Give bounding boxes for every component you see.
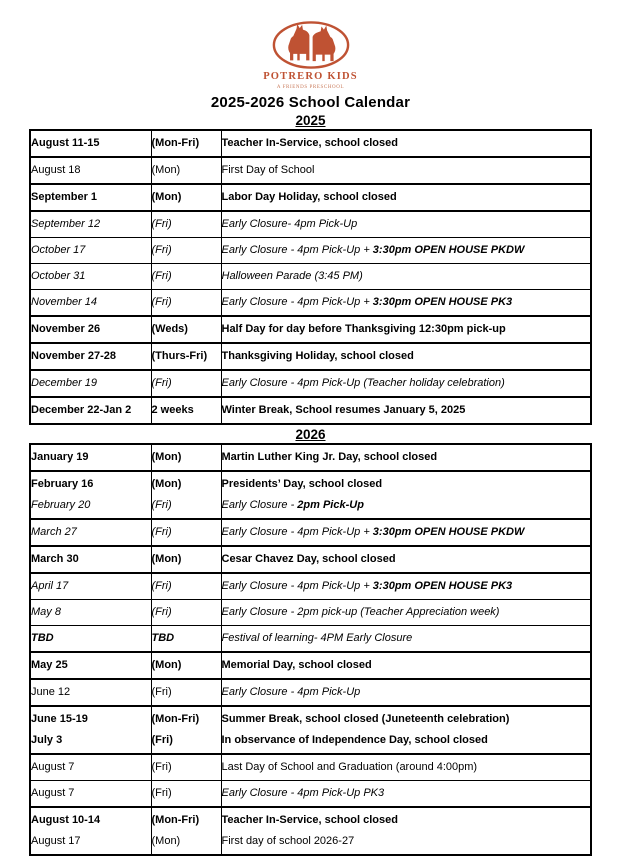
event-desc-cell — [221, 397, 591, 424]
event-day-text: (Mon) — [151, 190, 182, 203]
event-date-text: June 15-19 — [31, 712, 88, 725]
event-date-text: November 26 — [31, 322, 101, 335]
event-date-text: February 16 — [31, 477, 94, 490]
event-desc-cell — [221, 263, 591, 289]
event-day-text: (Fri) — [151, 376, 172, 389]
calendar-row — [30, 679, 591, 706]
event-date-text: February 20 — [31, 498, 91, 511]
event-date-text: May 8 — [31, 605, 61, 618]
event-day-cell — [151, 370, 221, 397]
event-date-cell — [30, 780, 151, 807]
calendar-row — [30, 184, 591, 211]
logo-name: POTRERO KIDS — [263, 71, 358, 82]
event-day-text: (Mon) — [151, 658, 182, 671]
event-date-text: May 25 — [31, 658, 68, 671]
event-day-text: (Fri) — [151, 269, 172, 282]
event-date-cell — [30, 471, 151, 519]
event-date-cell — [30, 807, 151, 855]
event-date-text: November 14 — [31, 295, 98, 308]
calendar-row — [30, 519, 591, 546]
event-date-text: September 1 — [31, 190, 98, 203]
event-date-cell — [30, 211, 151, 238]
event-day-text: (Mon) — [151, 450, 182, 463]
event-date-cell — [30, 130, 151, 157]
calendar-row — [30, 130, 591, 157]
event-day-cell — [151, 343, 221, 370]
calendar-row — [30, 157, 591, 184]
calendar-row — [30, 625, 591, 652]
event-desc-text: Festival of learning- 4PM Early Closure — [221, 631, 413, 644]
event-desc-text: Thanksgiving Holiday, school closed — [221, 349, 414, 362]
event-date-text: March 30 — [31, 552, 79, 565]
event-desc-cell — [221, 157, 591, 184]
event-desc-cell — [221, 807, 591, 855]
calendar-row — [30, 780, 591, 807]
event-date-cell — [30, 237, 151, 263]
calendar-row — [30, 263, 591, 289]
event-day-text: (Fri) — [151, 733, 173, 746]
event-desc-cell — [221, 130, 591, 157]
event-desc-cell — [221, 211, 591, 238]
event-desc-text: Early Closure - 4pm Pick-Up (Teacher holiday celebration) — [221, 376, 505, 389]
event-desc-text: Cesar Chavez Day, school closed — [221, 552, 396, 565]
event-day-cell — [151, 184, 221, 211]
event-desc-text: Halloween Parade (3:45 PM) — [221, 269, 363, 282]
event-desc-cell — [221, 471, 591, 519]
event-desc-cell — [221, 289, 591, 316]
event-desc-text: Half Day for day before Thanksgiving 12:30pm pick-up — [221, 322, 506, 335]
event-date-text: TBD — [31, 631, 54, 644]
year-2026-heading: 2026 — [295, 426, 326, 442]
event-desc-cell — [221, 754, 591, 781]
event-desc-cell — [221, 599, 591, 625]
event-desc-cell — [221, 343, 591, 370]
event-date-text: June 12 — [31, 685, 71, 698]
event-date-text: August 10-14 — [31, 813, 101, 826]
event-desc-text: Memorial Day, school closed — [221, 658, 372, 671]
event-desc-text: Summer Break, school closed (Juneteenth celebration) — [221, 712, 510, 725]
event-date-text: March 27 — [31, 525, 77, 538]
event-desc-text: Teacher In-Service, school closed — [221, 813, 398, 826]
event-day-cell — [151, 652, 221, 679]
event-day-text: (Mon) — [151, 163, 181, 176]
calendar-row — [30, 444, 591, 471]
event-day-cell — [151, 807, 221, 855]
event-day-text: (Mon) — [151, 477, 182, 490]
event-day-text: (Mon) — [151, 834, 181, 847]
event-date-cell — [30, 679, 151, 706]
event-desc-cell — [221, 679, 591, 706]
potrero-kids-logo — [0, 0, 621, 90]
event-day-text: (Mon-Fri) — [151, 712, 200, 725]
event-date-text: August 7 — [31, 786, 75, 799]
calendar-row — [30, 706, 591, 754]
event-desc-text: Early Closure - 2pm Pick-Up — [221, 498, 364, 511]
event-day-text: (Fri) — [151, 760, 172, 773]
event-day-cell — [151, 263, 221, 289]
event-desc-text: Winter Break, School resumes January 5, 2025 — [221, 403, 466, 416]
event-date-text: April 17 — [31, 579, 69, 592]
event-date-cell — [30, 444, 151, 471]
event-day-text: 2 weeks — [151, 403, 194, 416]
event-date-text: August 11-15 — [31, 136, 100, 149]
logo-tagline: A FRIENDS PRESCHOOL — [276, 84, 345, 90]
event-date-text: January 19 — [31, 450, 89, 463]
event-date-cell — [30, 397, 151, 424]
event-day-text: (Weds) — [151, 322, 188, 335]
event-date-text: August 17 — [31, 834, 81, 847]
event-day-cell — [151, 546, 221, 573]
event-desc-text: Early Closure- 4pm Pick-Up — [221, 217, 358, 230]
event-desc-cell — [221, 652, 591, 679]
event-desc-text: Presidents’ Day, school closed — [221, 477, 383, 490]
event-date-cell — [30, 263, 151, 289]
calendar-row — [30, 397, 591, 424]
calendar-row — [30, 599, 591, 625]
event-desc-cell — [221, 546, 591, 573]
calendar-row — [30, 652, 591, 679]
calendar-row — [30, 289, 591, 316]
event-date-text: December 19 — [31, 376, 98, 389]
event-day-text: (Fri) — [151, 685, 172, 698]
event-day-cell — [151, 679, 221, 706]
event-date-cell — [30, 184, 151, 211]
event-desc-text: Early Closure - 4pm Pick-Up PK3 — [221, 786, 385, 799]
event-day-cell — [151, 237, 221, 263]
event-desc-text: In observance of Independence Day, school closed — [221, 733, 488, 746]
calendar-row — [30, 546, 591, 573]
event-date-cell — [30, 706, 151, 754]
calendar-table-2025 — [29, 129, 592, 425]
calendar-row — [30, 807, 591, 855]
event-date-text: December 22-Jan 2 — [31, 403, 132, 416]
event-day-cell — [151, 599, 221, 625]
event-desc-text: Early Closure - 2pm pick-up (Teacher Appreciation week) — [221, 605, 500, 618]
event-day-text: (Mon-Fri) — [151, 813, 200, 826]
event-day-text: (Fri) — [151, 525, 172, 538]
calendar-table-2026 — [29, 443, 592, 856]
event-day-text: (Fri) — [151, 498, 172, 511]
event-day-cell — [151, 471, 221, 519]
calendar-row — [30, 370, 591, 397]
event-date-cell — [30, 652, 151, 679]
calendar-row — [30, 237, 591, 263]
event-date-text: July 3 — [31, 733, 63, 746]
event-desc-cell — [221, 237, 591, 263]
event-date-text: August 18 — [31, 163, 81, 176]
event-day-cell — [151, 780, 221, 807]
event-date-cell — [30, 343, 151, 370]
event-day-text: (Fri) — [151, 243, 172, 256]
calendar-row — [30, 754, 591, 781]
event-day-cell — [151, 706, 221, 754]
calendar-row — [30, 343, 591, 370]
event-desc-text: First Day of School — [221, 163, 315, 176]
event-date-cell — [30, 157, 151, 184]
event-desc-cell — [221, 780, 591, 807]
event-desc-text: Early Closure - 4pm Pick-Up + 3:30pm OPEN HOUSE PK3 — [221, 579, 513, 592]
event-date-text: November 27-28 — [31, 349, 116, 362]
event-day-text: (Fri) — [151, 786, 172, 799]
event-date-text: October 17 — [31, 243, 86, 256]
event-day-cell — [151, 444, 221, 471]
event-desc-cell — [221, 519, 591, 546]
event-desc-text: Early Closure - 4pm Pick-Up + 3:30pm OPEN HOUSE PK3 — [221, 295, 513, 308]
two-goats-logo-icon — [270, 20, 352, 70]
event-date-cell — [30, 546, 151, 573]
event-day-text: (Fri) — [151, 217, 172, 230]
event-desc-text: First day of school 2026-27 — [221, 834, 355, 847]
event-desc-text: Last Day of School and Graduation (around 4:00pm) — [221, 760, 478, 773]
event-day-text: (Fri) — [151, 295, 172, 308]
event-date-text: October 31 — [31, 269, 86, 282]
event-day-cell — [151, 316, 221, 343]
event-desc-cell — [221, 316, 591, 343]
event-date-cell — [30, 519, 151, 546]
event-day-cell — [151, 519, 221, 546]
event-day-cell — [151, 754, 221, 781]
event-desc-text: Early Closure - 4pm Pick-Up + 3:30pm OPEN HOUSE PKDW — [221, 243, 525, 256]
event-date-cell — [30, 625, 151, 652]
event-date-cell — [30, 289, 151, 316]
event-day-text: (Fri) — [151, 605, 172, 618]
calendar-row — [30, 573, 591, 600]
event-desc-cell — [221, 625, 591, 652]
calendar-row — [30, 316, 591, 343]
event-desc-cell — [221, 370, 591, 397]
event-day-cell — [151, 157, 221, 184]
event-date-cell — [30, 754, 151, 781]
event-day-text: (Mon) — [151, 552, 182, 565]
calendar-row — [30, 211, 591, 238]
calendar-table-2025-body — [30, 130, 591, 424]
event-day-cell — [151, 130, 221, 157]
event-day-text: (Thurs-Fri) — [151, 349, 208, 362]
event-desc-text: Labor Day Holiday, school closed — [221, 190, 397, 203]
event-desc-text: Early Closure - 4pm Pick-Up + 3:30pm OPEN HOUSE PKDW — [221, 525, 525, 538]
event-day-text: TBD — [151, 631, 175, 644]
event-desc-text: Teacher In-Service, school closed — [221, 136, 398, 149]
event-day-cell — [151, 211, 221, 238]
event-day-cell — [151, 397, 221, 424]
calendar-row — [30, 471, 591, 519]
event-date-cell — [30, 370, 151, 397]
event-date-cell — [30, 316, 151, 343]
year-2025-heading: 2025 — [295, 112, 326, 128]
event-desc-text: Early Closure - 4pm Pick-Up — [221, 685, 361, 698]
event-day-cell — [151, 289, 221, 316]
event-day-text: (Fri) — [151, 579, 172, 592]
event-date-cell — [30, 599, 151, 625]
event-desc-cell — [221, 573, 591, 600]
event-day-text: (Mon-Fri) — [151, 136, 200, 149]
event-desc-cell — [221, 444, 591, 471]
calendar-table-2026-body — [30, 444, 591, 855]
event-date-cell — [30, 573, 151, 600]
event-day-cell — [151, 573, 221, 600]
event-day-cell — [151, 625, 221, 652]
event-desc-cell — [221, 706, 591, 754]
page-title: 2025-2026 School Calendar — [210, 93, 411, 111]
event-date-text: August 7 — [31, 760, 75, 773]
event-desc-text: Martin Luther King Jr. Day, school closed — [221, 450, 438, 463]
event-desc-cell — [221, 184, 591, 211]
event-date-text: September 12 — [31, 217, 101, 230]
